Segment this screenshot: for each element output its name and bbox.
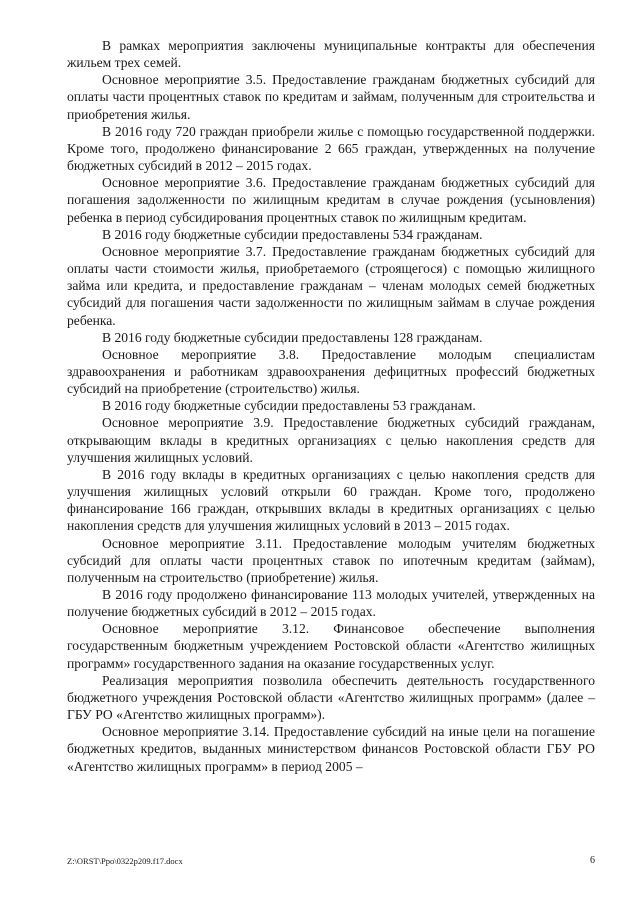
- paragraph: В 2016 году бюджетные субсидии предоставлены 128 гражданам.: [102, 329, 483, 345]
- paragraph: Основное мероприятие 3.6. Предоставление гражданам бюджетных субсидий для погашения задолженности по жилищным кредитам в случае рождения (усыновления) ребенка в период субсидирования процентных ставок по жилищным кредитам.: [67, 175, 595, 225]
- paragraph: В рамках мероприятия заключены муниципальные контракты для обеспечения жильем трех семей.: [67, 38, 595, 71]
- paragraph: В 2016 году 720 граждан приобрели жилье с помощью государственной поддержки. Кроме того, продолжено финансирование 2 665 граждан, утвержденных на получение бюджетных субсидий в 2012 – 2015 годах.: [67, 123, 595, 174]
- paragraph: Основное мероприятие 3.9. Предоставление бюджетных субсидий гражданам, открывающим вклады в кредитных организациях с целью накопления средств для улучшения жилищных условий.: [67, 415, 595, 465]
- paragraph: Основное мероприятие 3.7. Предоставление гражданам бюджетных субсидий для оплаты части стоимости жилья, приобретаемого (строящегося) с помощью жилищного займа или кредита, и предоставление гражданам – членам молодых семей бюджетных субсидий для погашения части задолженности по жилищным займам в случае рождения ребенка.: [67, 243, 595, 328]
- paragraph: Основное мероприятие 3.5. Предоставление гражданам бюджетных субсидий для оплаты части процентных ставок по кредитам и займам, полученным для строительства и приобретения жилья.: [67, 72, 595, 122]
- page-number: 6: [590, 855, 595, 866]
- paragraph: Основное мероприятие 3.11. Предоставление молодым учителям бюджетных субсидий для оплаты части процентных ставок по ипотечным кредитам (займам), полученным на строительство (приобретение) жилья.: [67, 535, 595, 585]
- paragraph: В 2016 году продолжено финансирование 113 молодых учителей, утвержденных на получение бюджетных субсидий в 2012 – 2015 годах.: [67, 587, 595, 620]
- paragraph: Реализация мероприятия позволила обеспечить деятельность государственного бюджетного учреждения Ростовской области «Агентство жилищных программ» (далее – ГБУ РО «Агентство жилищных программ»).: [67, 672, 595, 723]
- paragraph: В 2016 году вклады в кредитных организациях с целью накопления средств для улучшения жилищных условий открыли 60 граждан. Кроме того, продолжено финансирование 166 граждан, открывших вклады в кредитных организациях с целью накопления средств для улучшения жилищных условий в 2013 – 2015 годах.: [67, 466, 595, 534]
- paragraph: Основное мероприятие 3.12. Финансовое обеспечение выполнения государственным бюджетным учреждением Ростовской области «Агентство жилищных программ» государственного задания на оказание государственных услуг.: [67, 621, 595, 671]
- document-body: [67, 37, 595, 775]
- paragraph: В 2016 году бюджетные субсидии предоставлены 534 гражданам.: [102, 226, 483, 242]
- paragraph: Основное мероприятие 3.8. Предоставление молодым специалистам здравоохранения и работникам здравоохранения дефицитных профессий бюджетных субсидий на приобретение (строительство) жилья.: [67, 346, 595, 397]
- paragraph: Основное мероприятие 3.14. Предоставление субсидий на иные цели на погашение бюджетных кредитов, выданных министерством финансов Ростовской области ГБУ РО «Агентство жилищных программ» в период 2005 –: [67, 724, 595, 774]
- file-path: Z:\ORST\Ppo\0322p209.f17.docx: [67, 856, 183, 866]
- paragraph: В 2016 году бюджетные субсидии предоставлены 53 гражданам.: [102, 398, 476, 414]
